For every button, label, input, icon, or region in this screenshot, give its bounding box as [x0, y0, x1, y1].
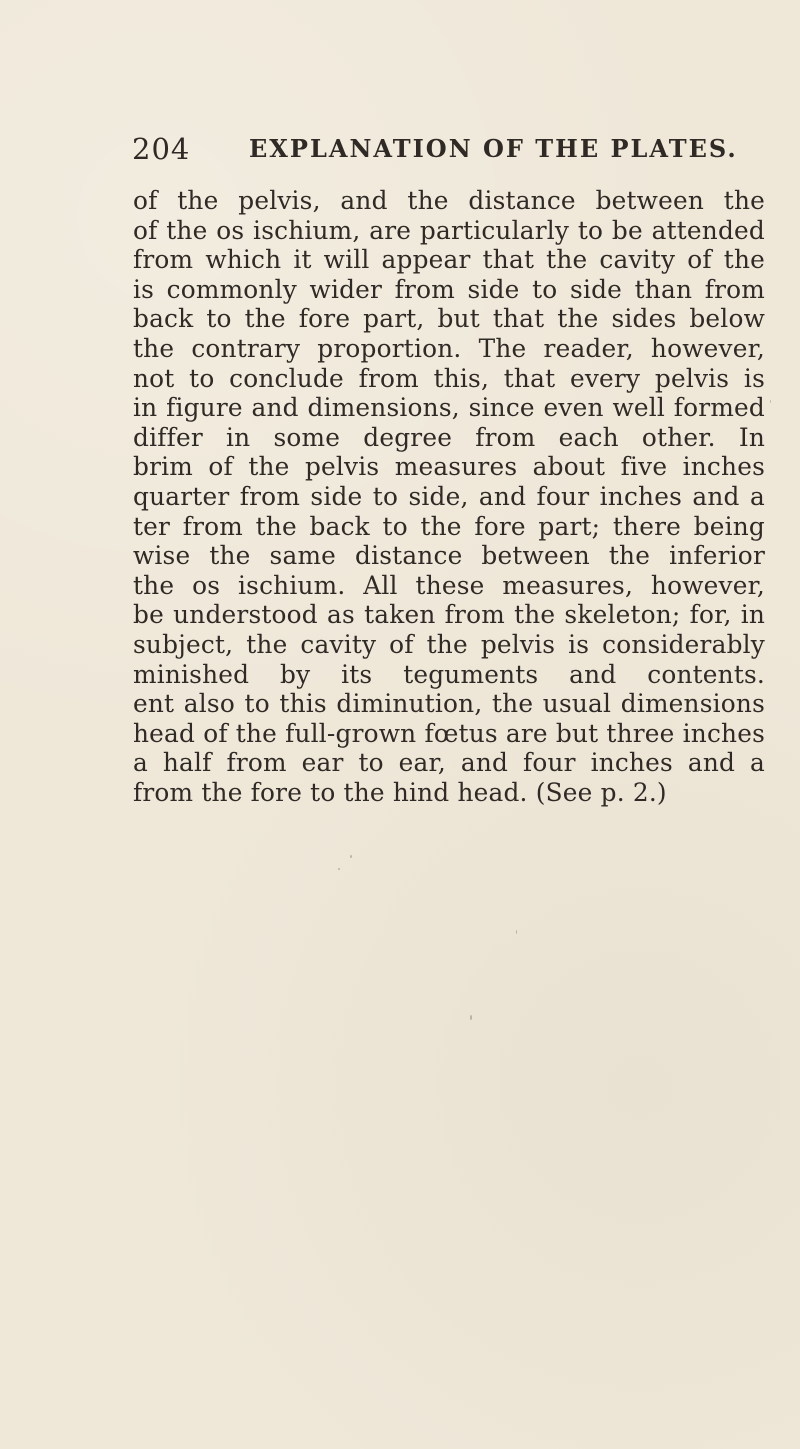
text-line-1: of the pelvis, and the distance between the [133, 186, 765, 215]
text-line-16: subject, the cavity of the pelvis is considerably [133, 629, 765, 659]
page-number: 204 [132, 132, 191, 166]
text-line-20: a half from ear to ear, and four inches and a [133, 748, 765, 778]
paper-speck [350, 855, 352, 858]
text-line-4: is commonly wider from side to side than from [133, 274, 765, 304]
paper-speck [338, 868, 340, 870]
text-line-7: not to conclude from this, that every pelvis is [133, 363, 765, 393]
text-line-21: from the fore to the hind head. (See p. 2.) [133, 777, 667, 807]
text-line-14: the os ischium. All these measures, however, [133, 570, 765, 600]
paper-speck [516, 930, 517, 934]
text-line-11: quarter from side to side, and four inches and a [133, 481, 765, 511]
running-title: EXPLANATION OF THE PLATES. [249, 134, 738, 163]
text-line-9: differ in some degree from each other. In [133, 422, 765, 452]
paper-speck [470, 1015, 472, 1020]
text-line-10: brim of the pelvis measures about five inches [133, 452, 765, 482]
text-line-19: head of the full-grown fœtus are but three inches [133, 718, 765, 748]
text-line-12: ter from the back to the fore part; there being [133, 511, 765, 541]
text-line-15: be understood as taken from the skeleton; for, in [133, 600, 765, 630]
text-line-2: of the os ischium, are particularly to be attended [133, 215, 765, 245]
text-line-6: the contrary proportion. The reader, however, [133, 333, 765, 363]
text-line-3: from which it will appear that the cavity of the [133, 245, 765, 275]
text-line-17: minished by its teguments and contents. [133, 659, 765, 689]
text-line-8: in figure and dimensions, since even well formed [133, 393, 765, 423]
text-line-5: back to the fore part, but that the sides below [133, 304, 765, 334]
body-text [133, 186, 765, 807]
text-line-13: wise the same distance between the inferior [133, 541, 765, 571]
text-line-18: ent also to this diminution, the usual dimensions [133, 689, 765, 719]
page-header [132, 132, 752, 166]
paper-speck [770, 400, 771, 403]
